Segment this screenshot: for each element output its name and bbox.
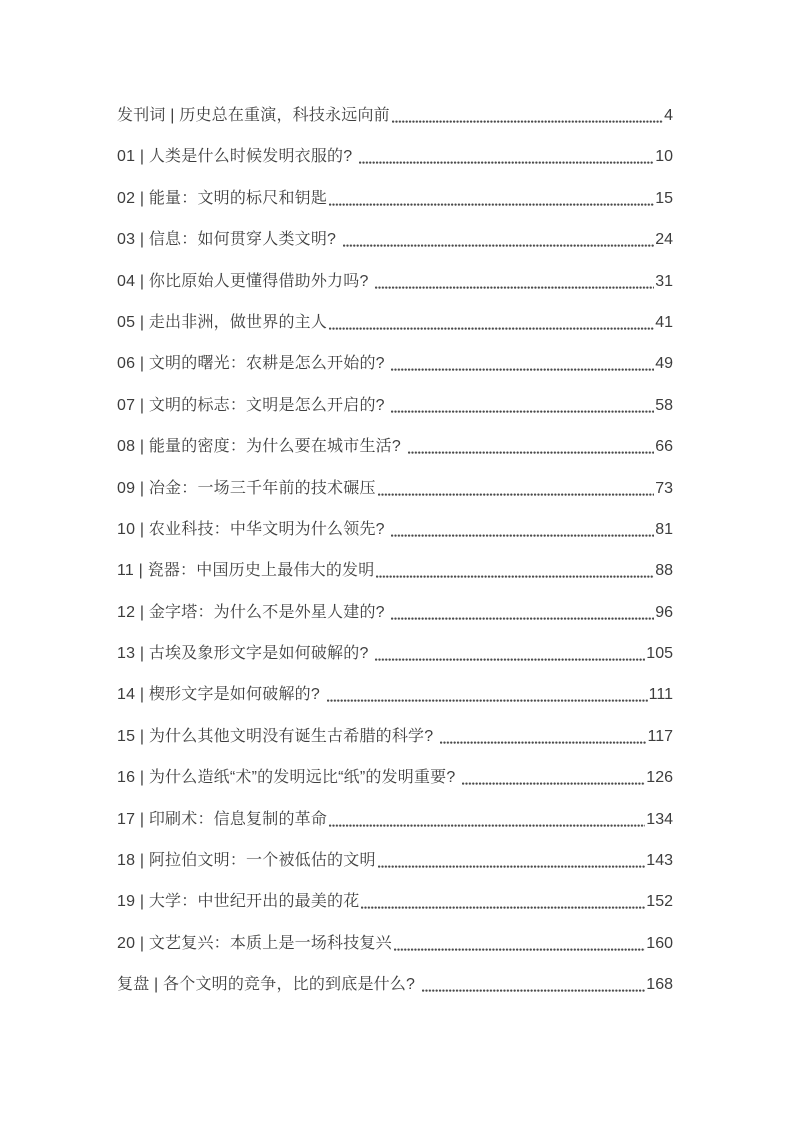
toc-dot-leader — [329, 327, 654, 330]
toc-entry-label: 08 | 能量的密度：为什么要在城市生活? — [117, 438, 406, 456]
toc-entry-page-number: 10 — [655, 148, 673, 166]
toc-entry-page-number: 41 — [655, 313, 673, 331]
toc-entry-label: 19 | 大学：中世纪开出的最美的花 — [117, 893, 360, 911]
toc-entry-page-number: 168 — [646, 976, 673, 994]
toc-dot-leader — [378, 493, 655, 496]
toc-entry-page-number: 4 — [664, 107, 673, 124]
toc-entry[interactable] — [117, 561, 673, 581]
toc-entry[interactable] — [117, 685, 673, 705]
toc-dot-leader — [394, 948, 645, 951]
toc-entry-page-number: 126 — [646, 769, 673, 787]
toc-entry[interactable] — [117, 313, 673, 333]
toc-dot-leader — [329, 824, 645, 827]
toc-dot-leader — [378, 865, 646, 868]
toc-dot-leader — [440, 741, 646, 744]
toc-dot-leader — [408, 451, 655, 454]
toc-dot-leader — [327, 699, 648, 702]
toc-entry-label: 06 | 文明的曙光：农耕是怎么开始的? — [117, 355, 390, 373]
toc-entry-label: 10 | 农业科技：中华文明为什么领先? — [117, 520, 390, 538]
toc-entry-label: 03 | 信息：如何贯穿人类文明? — [117, 231, 341, 249]
toc-entry-label: 20 | 文艺复兴：本质上是一场科技复兴 — [117, 934, 392, 952]
toc-entry-label: 07 | 文明的标志：文明是怎么开启的? — [117, 396, 390, 414]
toc-entry-label: 14 | 楔形文字是如何破解的? — [117, 686, 325, 704]
toc-entry-label: 11 | 瓷器：中国历史上最伟大的发明 — [117, 562, 375, 580]
toc-entry[interactable] — [117, 934, 673, 954]
toc-entry[interactable] — [117, 727, 673, 747]
toc-entry[interactable] — [117, 106, 673, 126]
toc-entry-page-number: 143 — [646, 852, 673, 870]
toc-entry[interactable] — [117, 437, 673, 457]
toc-dot-leader — [391, 617, 654, 620]
toc-entry[interactable] — [117, 603, 673, 623]
toc-entry-label: 17 | 印刷术：信息复制的革命 — [117, 810, 328, 828]
toc-entry-page-number: 66 — [655, 438, 673, 456]
toc-dot-leader — [361, 906, 645, 909]
toc-dot-leader — [375, 286, 654, 289]
toc-entry-page-number: 134 — [646, 810, 673, 828]
toc-entry-label: 01 | 人类是什么时候发明衣服的? — [117, 148, 357, 166]
toc-entry-page-number: 58 — [655, 396, 673, 414]
toc-entry-label: 05 | 走出非洲，做世界的主人 — [117, 313, 328, 331]
toc-entry-page-number: 73 — [655, 479, 673, 497]
toc-dot-leader — [359, 161, 654, 164]
toc-list — [117, 106, 673, 1017]
toc-entry[interactable] — [117, 810, 673, 830]
toc-entry-label: 16 | 为什么造纸“术”的发明远比“纸”的发明重要? — [117, 769, 461, 787]
toc-dot-leader — [422, 989, 646, 992]
toc-dot-leader — [462, 782, 645, 785]
toc-entry[interactable] — [117, 147, 673, 167]
toc-entry[interactable] — [117, 479, 673, 499]
toc-entry-label: 04 | 你比原始人更懂得借助外力吗? — [117, 272, 374, 290]
toc-entry[interactable] — [117, 230, 673, 250]
toc-dot-leader — [391, 410, 654, 413]
toc-entry[interactable] — [117, 396, 673, 416]
toc-entry-page-number: 96 — [655, 603, 673, 621]
toc-entry-label: 发刊词 | 历史总在重演，科技永远向前 — [117, 107, 390, 124]
toc-entry-page-number: 49 — [655, 355, 673, 373]
toc-entry-page-number: 15 — [655, 189, 673, 207]
toc-dot-leader — [329, 203, 654, 206]
toc-entry-label: 12 | 金字塔：为什么不是外星人建的? — [117, 603, 390, 621]
toc-entry-page-number: 152 — [646, 893, 673, 911]
toc-entry[interactable] — [117, 644, 673, 664]
toc-dot-leader — [392, 120, 663, 123]
toc-entry[interactable] — [117, 520, 673, 540]
toc-entry-label: 09 | 冶金：一场三千年前的技术碾压 — [117, 479, 376, 497]
toc-entry[interactable] — [117, 189, 673, 209]
toc-entry-label: 15 | 为什么其他文明没有诞生古希腊的科学? — [117, 727, 438, 745]
toc-entry-page-number: 105 — [646, 645, 673, 663]
toc-entry-page-number: 81 — [655, 520, 673, 538]
toc-entry[interactable] — [117, 768, 673, 788]
toc-entry-label: 13 | 古埃及象形文字是如何破解的? — [117, 645, 374, 663]
toc-entry[interactable] — [117, 975, 673, 995]
toc-entry-page-number: 111 — [648, 686, 673, 704]
toc-entry-label: 18 | 阿拉伯文明：一个被低估的文明 — [117, 852, 376, 870]
toc-entry-label: 02 | 能量：文明的标尺和钥匙 — [117, 189, 328, 207]
toc-dot-leader — [391, 368, 654, 371]
toc-entry-page-number: 24 — [655, 231, 673, 249]
toc-entry[interactable] — [117, 354, 673, 374]
toc-entry[interactable] — [117, 851, 673, 871]
toc-entry-page-number: 31 — [655, 272, 673, 290]
toc-dot-leader — [343, 244, 654, 247]
toc-entry-label: 复盘 | 各个文明的竞争，比的到底是什么? — [117, 976, 420, 994]
toc-entry[interactable] — [117, 272, 673, 292]
toc-dot-leader — [391, 534, 654, 537]
toc-entry-page-number: 117 — [647, 727, 673, 745]
toc-entry[interactable] — [117, 892, 673, 912]
toc-dot-leader — [375, 658, 645, 661]
toc-dot-leader — [376, 575, 654, 578]
toc-entry-page-number: 88 — [655, 562, 673, 580]
toc-entry-page-number: 160 — [646, 934, 673, 952]
